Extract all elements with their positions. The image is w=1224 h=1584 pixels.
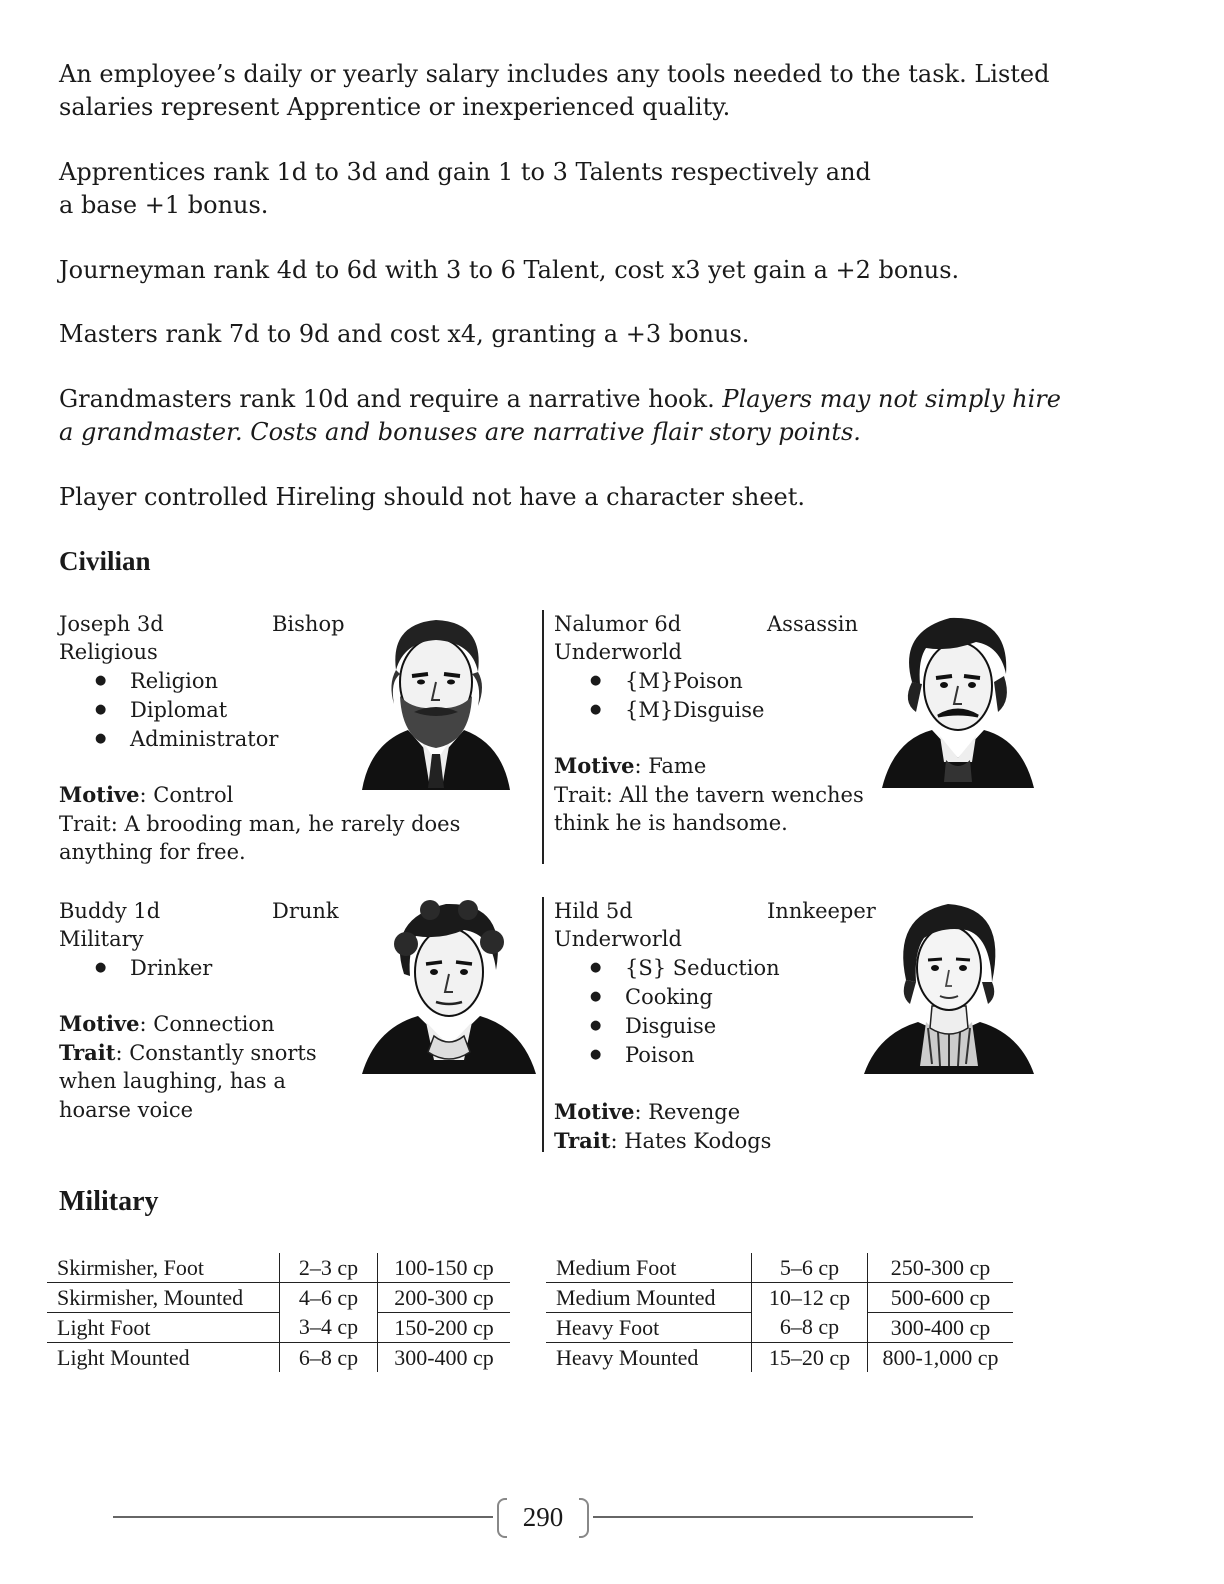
page-number: 290 bbox=[497, 1496, 589, 1538]
table-row bbox=[47, 1283, 510, 1313]
civilian-heading: Civilian bbox=[59, 546, 151, 576]
daily-cost: 3–4 cp bbox=[280, 1313, 378, 1343]
npc-skill-list bbox=[59, 667, 278, 754]
list-item: ● Disguise bbox=[554, 1012, 780, 1041]
npc-group: Underworld bbox=[554, 927, 682, 951]
npc-role: Innkeeper bbox=[767, 899, 876, 923]
troop-type: Light Mounted bbox=[57, 1344, 190, 1370]
troop-type: Medium Mounted bbox=[556, 1284, 716, 1310]
troop-type: Heavy Foot bbox=[546, 1313, 752, 1343]
intro-paragraph-journeyman: Journeyman rank 4d to 6d with 3 to 6 Talent, cost x3 yet gain a +2 bonus. bbox=[59, 256, 960, 284]
list-item: ● {M}Poison bbox=[554, 667, 764, 696]
daily-cost: 15–20 cp bbox=[752, 1343, 868, 1373]
troop-type: Light Foot bbox=[47, 1313, 280, 1343]
young-woman-portrait bbox=[862, 896, 1036, 1076]
npc-name: Nalumor 6d bbox=[554, 612, 682, 636]
npc-group: Religious bbox=[59, 640, 158, 664]
yearly-cost: 500-600 cp bbox=[868, 1283, 1014, 1313]
yearly-cost: 300-400 cp bbox=[394, 1344, 494, 1370]
troop-type: Skirmisher, Mounted bbox=[57, 1284, 244, 1310]
npc-description: Motive: Fame Trait: All the tavern wenches think he is handsome. bbox=[554, 753, 864, 835]
list-item: ● Religion bbox=[59, 667, 278, 696]
troop-type: Heavy Mounted bbox=[556, 1344, 699, 1370]
list-item: ● Diplomat bbox=[59, 696, 278, 725]
yearly-cost: 100-150 cp bbox=[378, 1253, 511, 1283]
yearly-cost: 300-400 cp bbox=[868, 1313, 1014, 1343]
npc-role: Drunk bbox=[272, 899, 339, 923]
curly-haired-man-portrait bbox=[360, 896, 538, 1076]
npc-role: Bishop bbox=[272, 612, 345, 636]
npc-role: Assassin bbox=[767, 612, 859, 636]
table-row bbox=[546, 1253, 1013, 1283]
mustached-man-portrait bbox=[880, 612, 1036, 790]
npc-skill-list bbox=[554, 667, 764, 725]
list-item: ● {M}Disguise bbox=[554, 696, 764, 725]
footer-rule-right bbox=[593, 1516, 973, 1518]
npc-group: Military bbox=[59, 927, 144, 951]
daily-cost: 10–12 cp bbox=[752, 1283, 868, 1313]
table-row bbox=[47, 1313, 510, 1343]
yearly-cost: 800-1,000 cp bbox=[882, 1344, 999, 1370]
npc-name: Joseph 3d bbox=[59, 612, 164, 636]
npc-skill-list bbox=[59, 954, 212, 983]
intro-paragraph-salary: An employee’s daily or yearly salary includes any tools needed to the task. Listed salaries represent Apprentice or inexperienced quality. bbox=[59, 60, 1050, 121]
yearly-cost: 150-200 cp bbox=[378, 1313, 511, 1343]
military-table-right bbox=[546, 1253, 1013, 1372]
daily-cost: 6–8 cp bbox=[752, 1313, 868, 1343]
daily-cost: 6–8 cp bbox=[280, 1343, 378, 1373]
npc-group: Underworld bbox=[554, 640, 682, 664]
footer-rule-left bbox=[113, 1516, 493, 1518]
table-row bbox=[546, 1313, 1013, 1343]
column-divider bbox=[542, 610, 544, 864]
intro-paragraph-hireling: Player controlled Hireling should not have a character sheet. bbox=[59, 483, 805, 511]
npc-description: Motive: Control Trait: A brooding man, he rarely does anything for free. bbox=[59, 782, 461, 864]
troop-type: Skirmisher, Foot bbox=[47, 1253, 280, 1283]
list-item: ● {S} Seduction bbox=[554, 954, 780, 983]
npc-name: Hild 5d bbox=[554, 899, 633, 923]
list-item: ● Cooking bbox=[554, 983, 780, 1012]
intro-paragraph-apprentices: Apprentices rank 1d to 3d and gain 1 to 3 Talents respectively and a base +1 bonus. bbox=[59, 158, 871, 219]
column-divider bbox=[542, 897, 544, 1152]
yearly-cost: 200-300 cp bbox=[378, 1283, 511, 1313]
table-row bbox=[47, 1343, 510, 1373]
daily-cost: 5–6 cp bbox=[752, 1253, 868, 1283]
intro-paragraph-grandmasters: Grandmasters rank 10d and require a narrative hook. Players may not simply hire a grandmaster. Costs and bonuses are narrative flair story points. bbox=[59, 385, 1061, 446]
yearly-cost: 250-300 cp bbox=[868, 1253, 1014, 1283]
military-heading: Military bbox=[59, 1186, 159, 1217]
table-row bbox=[546, 1343, 1013, 1373]
table-row bbox=[546, 1283, 1013, 1313]
daily-cost: 4–6 cp bbox=[280, 1283, 378, 1313]
table-row bbox=[47, 1253, 510, 1283]
list-item: ● Administrator bbox=[59, 725, 278, 754]
npc-description: Motive: Connection Trait: Constantly snorts when laughing, has a hoarse voice bbox=[59, 1011, 317, 1122]
list-item: ● Drinker bbox=[59, 954, 212, 983]
bearded-man-portrait bbox=[360, 612, 512, 792]
npc-name: Buddy 1d bbox=[59, 899, 161, 923]
daily-cost: 2–3 cp bbox=[280, 1253, 378, 1283]
npc-skill-list bbox=[554, 954, 780, 1070]
military-table-left bbox=[47, 1253, 510, 1372]
npc-description: Motive: Revenge Trait: Hates Kodogs bbox=[554, 1099, 772, 1153]
troop-type: Medium Foot bbox=[546, 1253, 752, 1283]
intro-paragraph-masters: Masters rank 7d to 9d and cost x4, granting a +3 bonus. bbox=[59, 320, 750, 348]
list-item: ● Poison bbox=[554, 1041, 780, 1070]
